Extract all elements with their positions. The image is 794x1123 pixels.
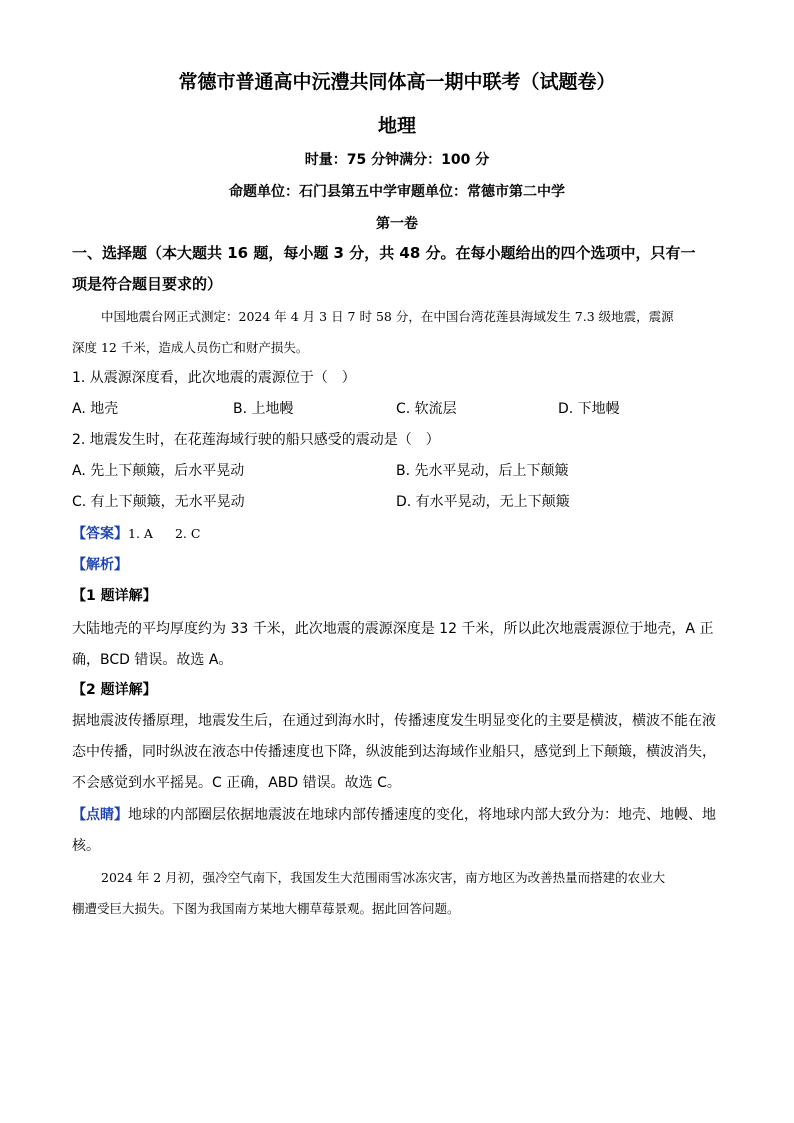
question-2-stem: 2. 地震发生时，在花莲海域行驶的船只感受的震动是（ ） <box>72 432 440 448</box>
detail-2-line2: 态中传播，同时纵波在液态中传播速度也下降，纵波能到达海域作业船只，感觉到上下颠簸，横波消失， <box>72 744 716 760</box>
q2-option-a: A. 先上下颠簸，后水平晃动 <box>72 463 245 479</box>
q1-option-b: B. 上地幔 <box>233 401 294 417</box>
tip-label: 【点睛】 <box>72 807 128 823</box>
volume-label: 第一卷 <box>376 216 418 232</box>
analysis-label: 【解析】 <box>72 557 128 573</box>
units-line: 命题单位：石门县第五中学审题单位：常德市第二中学 <box>229 184 565 200</box>
q1-option-c: C. 软流层 <box>396 401 457 417</box>
tip-text: 地球的内部圈层依据地震波在地球内部传播速度的变化，将地球内部大致分为：地壳、地幔、地 <box>128 807 716 823</box>
answer-value-1: 1. A <box>128 526 153 541</box>
section-heading-line1: 一、选择题（本大题共 16 题，每小题 3 分，共 48 分。在每小题给出的四个选项中，只有一 <box>72 244 696 262</box>
passage1-line2: 深度 12 千米，造成人员伤亡和财产损失。 <box>72 340 309 355</box>
q1-option-d: D. 下地幔 <box>558 401 620 417</box>
time-score-line: 时量：75 分钟满分：100 分 <box>304 152 490 168</box>
answer-label: 【答案】 <box>72 526 128 542</box>
section-heading-line2: 项是符合题目要求的） <box>72 275 223 293</box>
q1-option-a: A. 地壳 <box>72 401 119 417</box>
q2-option-b: B. 先水平晃动，后上下颠簸 <box>396 463 569 479</box>
q2-option-d: D. 有水平晃动，无上下颠簸 <box>396 494 570 510</box>
detail-2-line3: 不会感觉到水平摇晃。C 正确，ABD 错误。故选 C。 <box>72 775 401 791</box>
exam-title: 常德市普通高中沅澧共同体高一期中联考（试题卷） <box>178 71 616 93</box>
passage1-line1: 中国地震台网正式测定：2024 年 4 月 3 日 7 时 58 分，在中国台湾花莲县海域发生 7.3 级地震，震源 <box>101 309 674 324</box>
tip-line2: 核。 <box>72 838 100 854</box>
detail-2-label: 【2 题详解】 <box>72 682 157 698</box>
detail-2-line1: 据地震波传播原理，地震发生后，在通过到海水时，传播速度发生明显变化的主要是横波，横波不能在液 <box>72 713 716 729</box>
detail-1-line1: 大陆地壳的平均厚度约为 33 千米，此次地震的震源深度是 12 千米，所以此次地震震源位于地壳，A 正 <box>72 621 714 637</box>
answer-value-2: 2. C <box>174 526 201 541</box>
question-1-stem: 1. 从震源深度看，此次地震的震源位于（ ） <box>72 370 356 386</box>
q2-option-c: C. 有上下颠簸，无水平晃动 <box>72 494 245 510</box>
tip-line1 <box>72 805 716 825</box>
detail-1-line2: 确，BCD 错误。故选 A。 <box>72 652 233 668</box>
passage2-line1: 2024 年 2 月初，强冷空气南下，我国发生大范围雨雪冰冻灾害，南方地区为改善热量而搭建的农业大 <box>101 870 666 885</box>
subject-title: 地理 <box>377 115 416 137</box>
answer-line <box>72 524 200 544</box>
passage2-line2: 棚遭受巨大损失。下图为我国南方某地大棚草莓景观。据此回答问题。 <box>72 901 460 916</box>
detail-1-label: 【1 题详解】 <box>72 588 157 604</box>
